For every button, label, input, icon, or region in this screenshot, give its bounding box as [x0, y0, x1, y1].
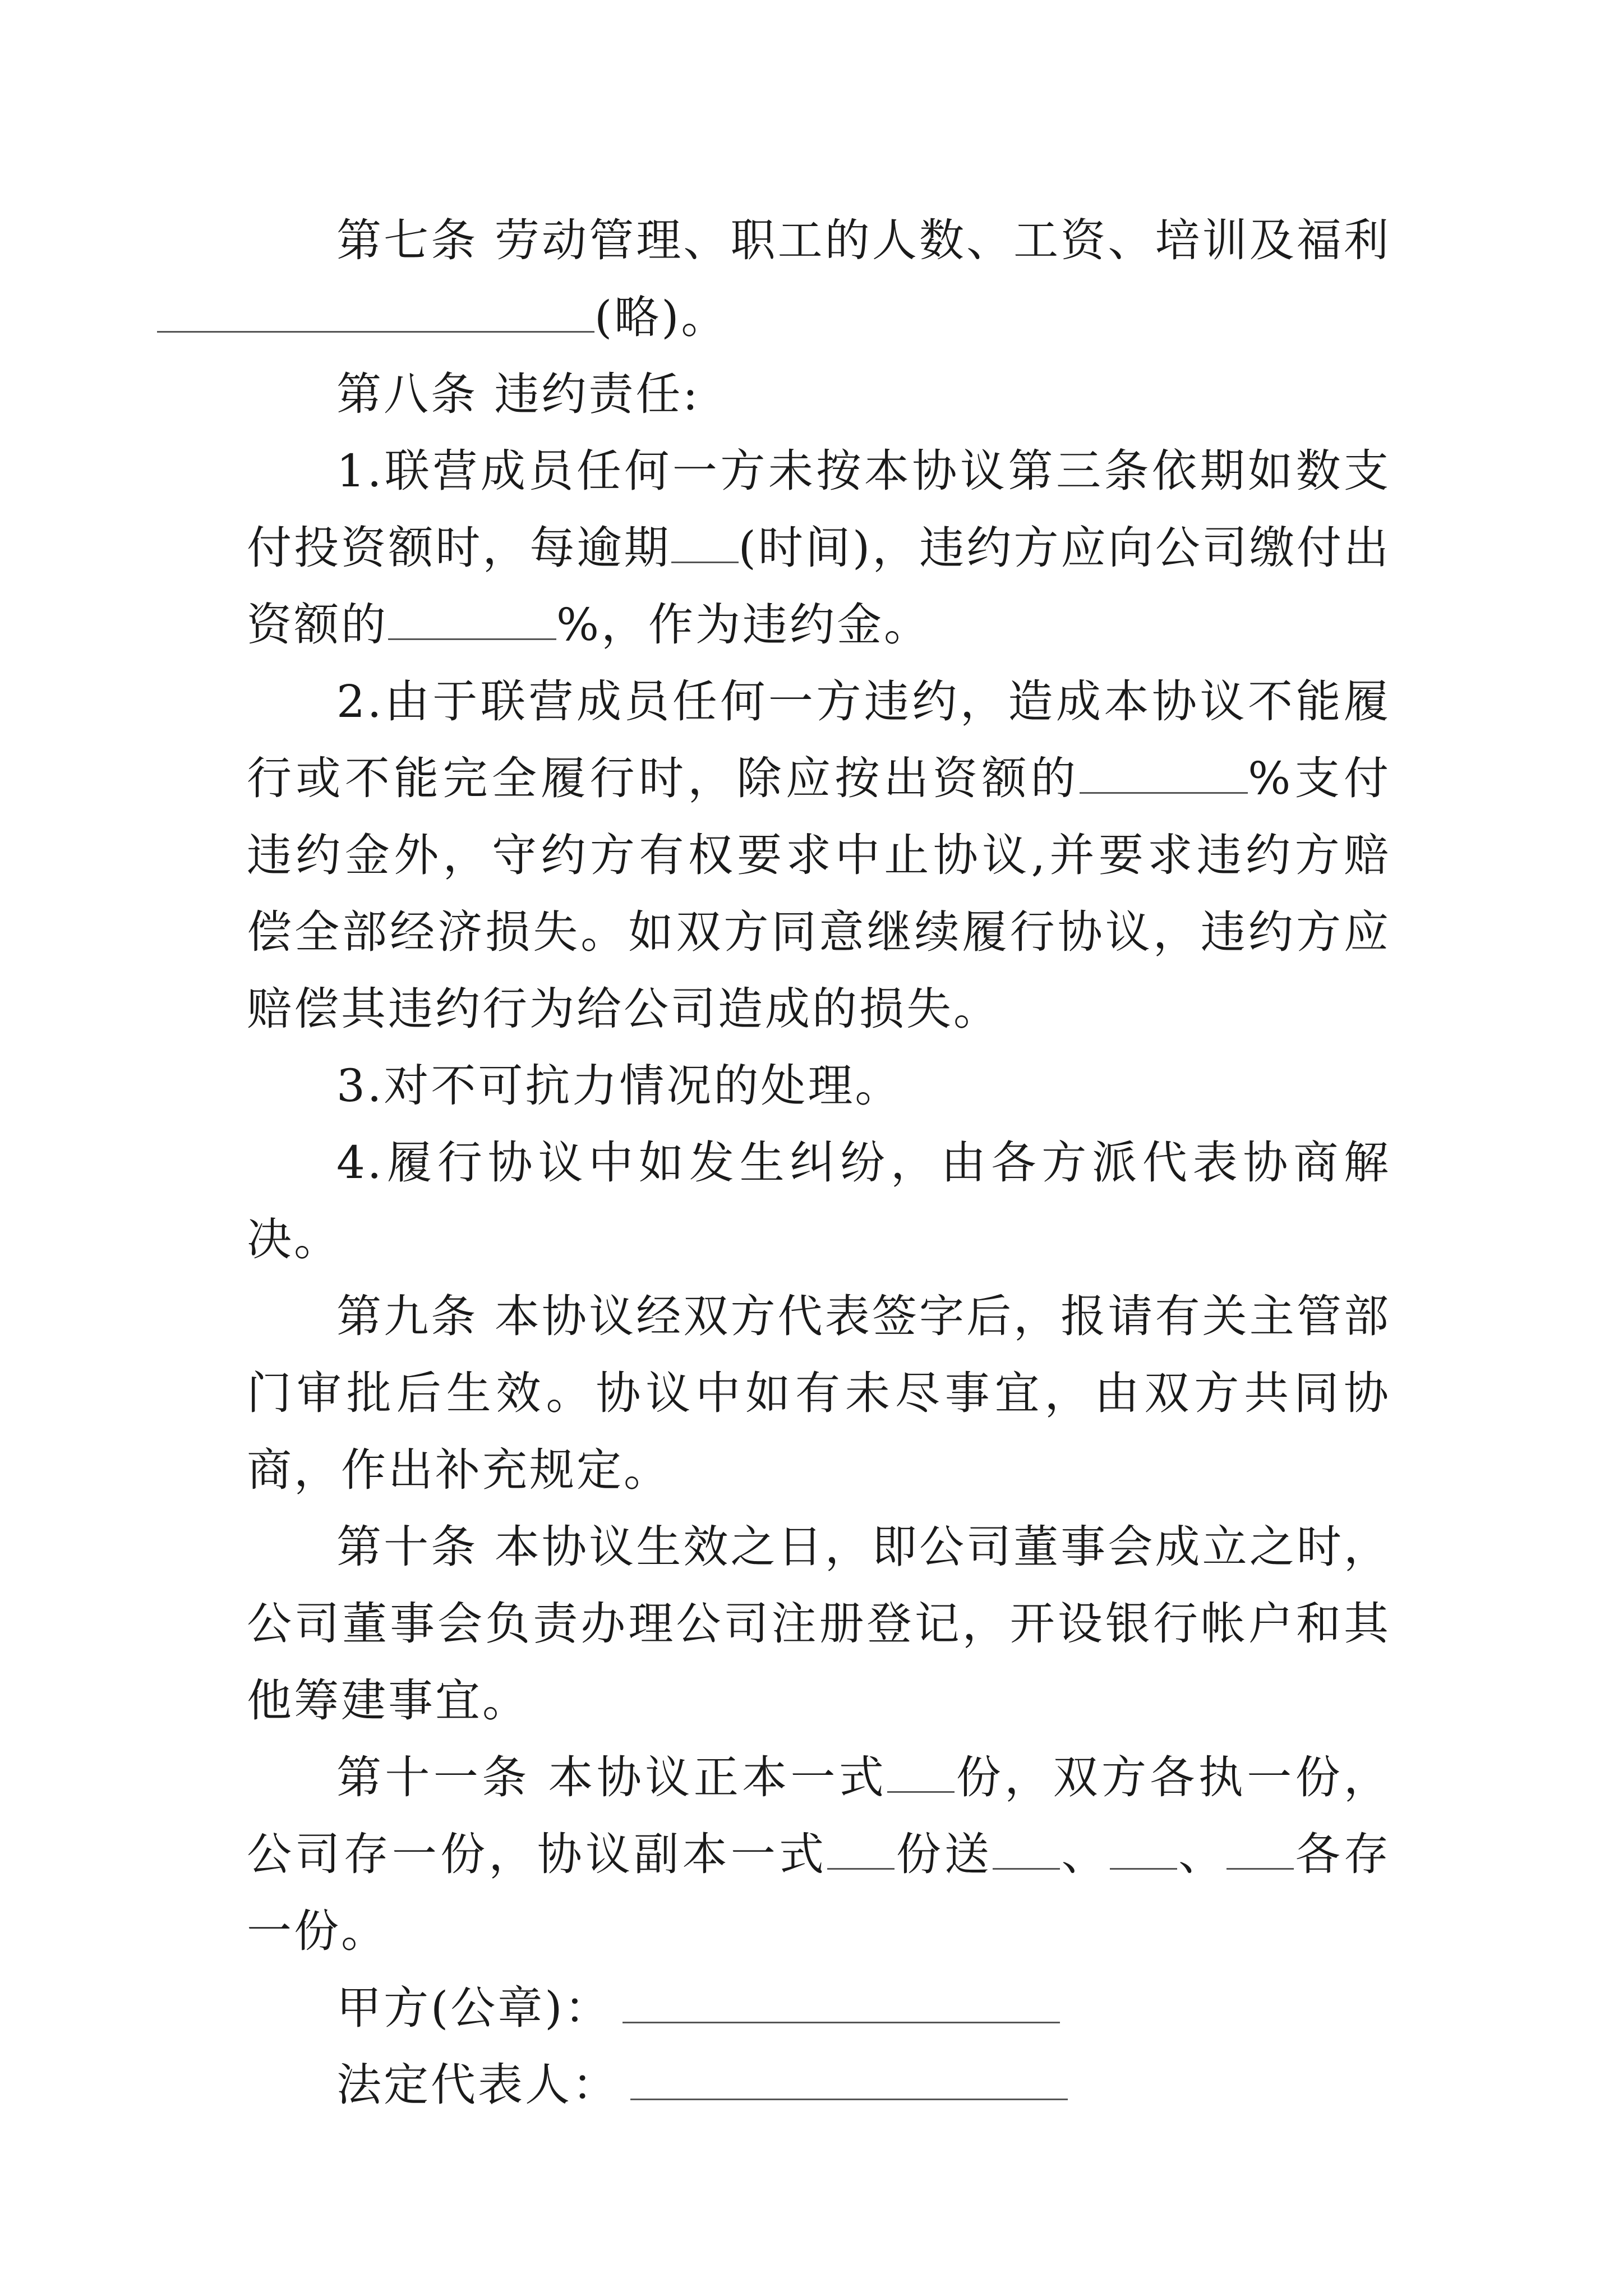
blank-line[interactable]	[1110, 1829, 1177, 1870]
article-8-text: 违约责任:	[494, 368, 700, 420]
legal-representative-line	[247, 2046, 1391, 2123]
blank-line[interactable]	[671, 522, 739, 563]
article-11-text-a: 本协议正本一式	[548, 1751, 888, 1803]
blank-line[interactable]	[993, 1829, 1060, 1870]
article-11-text-b: 份，双方各执一份，公司存一份，协议副本一式	[247, 1751, 1391, 1880]
party-a-seal-line	[247, 1970, 1391, 2046]
article-7-text: 劳动管理、职工的人数、工资、培训及福利	[494, 214, 1391, 266]
item-1-text-b: (时间)，违约方应向公司缴付出资额的	[247, 522, 1391, 651]
article-10-title: 第十条	[336, 1521, 478, 1573]
article-11-text-c: 份送	[895, 1828, 993, 1880]
legal-rep-signature-field[interactable]	[630, 2059, 1068, 2100]
item-1-text-c: %，作为违约金。	[556, 599, 932, 651]
blank-line[interactable]	[1227, 1829, 1294, 1870]
article-11	[247, 1739, 1391, 1970]
party-a-signature-field[interactable]	[623, 1982, 1060, 2023]
article-8-item-2	[247, 663, 1391, 1047]
blank-line[interactable]	[157, 292, 594, 333]
article-9-text: 本协议经双方代表签字后，报请有关主管部门审批后生效。协议中如有未尽事宜，由双方共同协商，作出补充规定。	[247, 1290, 1391, 1496]
article-11-title: 第十一条	[336, 1751, 531, 1803]
separator: 、	[1060, 1828, 1110, 1880]
document-page	[247, 202, 1391, 2123]
article-7	[247, 202, 1391, 356]
blank-line[interactable]	[887, 1752, 955, 1793]
article-10	[247, 1508, 1391, 1739]
separator: 、	[1177, 1828, 1227, 1880]
article-8-heading	[247, 356, 1391, 432]
item-1-text-a: 1.联营成员任何一方未按本协议第三条依期如数支付投资额时，每逾期	[247, 445, 1391, 574]
article-7-tail: (略)。	[594, 291, 728, 343]
item-2-text-a: 2.由于联营成员任何一方违约，造成本协议不能履行或不能完全履行时，除应按出资额的	[247, 675, 1391, 804]
article-9-title: 第九条	[336, 1290, 478, 1342]
item-2-text-b: %支付违约金外，守约方有权要求中止协议,并要求违约方赔偿全部经济损失。如双方同意继续履行协议，违约方应赔偿其违约行为给公司造成的损失。	[247, 752, 1391, 1035]
article-11-text-d: 各存一份。	[247, 1828, 1391, 1957]
article-8-title: 第八条	[336, 368, 478, 420]
article-10-text: 本协议生效之日，即公司董事会成立之时，公司董事会负责办理公司注册登记，开设银行帐户和其他筹建事宜。	[247, 1521, 1391, 1727]
legal-rep-label: 法定代表人：	[336, 2059, 619, 2111]
blank-line[interactable]	[827, 1829, 895, 1870]
blank-line[interactable]	[388, 599, 556, 640]
article-8-item-4: 4.履行协议中如发生纠纷，由各方派代表协商解决。	[247, 1137, 1391, 1266]
article-8-item-3: 3.对不可抗力情况的处理。	[336, 1060, 902, 1112]
party-a-label: 甲方(公章)：	[336, 1982, 612, 2034]
blank-line[interactable]	[1080, 753, 1248, 794]
article-7-title: 第七条	[336, 214, 478, 266]
article-9	[247, 1278, 1391, 1508]
article-8-item-1	[247, 432, 1391, 663]
